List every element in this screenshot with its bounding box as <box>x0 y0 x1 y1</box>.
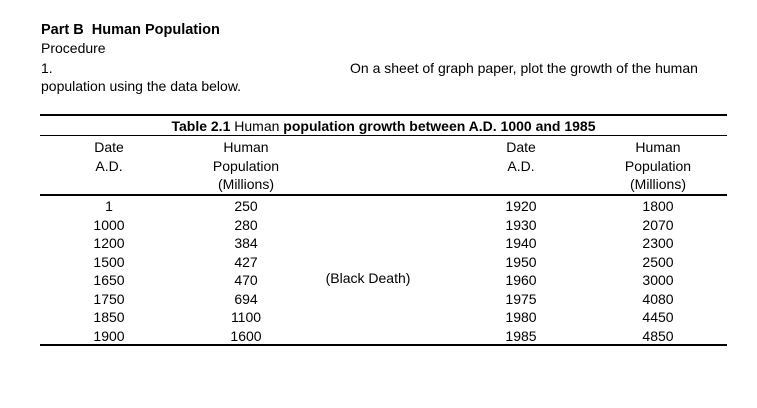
header-date-line: A.D. <box>95 157 123 174</box>
table-cell-date: 1750 <box>93 290 125 307</box>
header-population-line: (Millions) <box>218 176 274 192</box>
black-death-note: (Black Death) <box>325 270 411 286</box>
step-text-line-1: On a sheet of graph paper, plot the growth of the human <box>350 60 698 76</box>
table-top-rule <box>40 114 727 116</box>
table-bottom-rule <box>40 344 727 346</box>
header-population-line: (Millions) <box>630 176 686 192</box>
table-cell-population: 2070 <box>642 216 674 233</box>
header-rule <box>40 194 727 196</box>
table-cell-population: 1100 <box>230 309 262 325</box>
right-date-column <box>490 197 552 345</box>
table-cell-date: 1850 <box>93 309 125 325</box>
header-population-line: Population <box>212 157 280 174</box>
table-caption-bold: population growth between A.D. 1000 and 1985 <box>283 118 596 134</box>
table-cell-date: 1500 <box>93 253 125 270</box>
header-date-line: A.D. <box>507 157 535 174</box>
table-cell-date: 1 <box>105 198 113 214</box>
procedure-heading: Procedure <box>41 40 106 56</box>
section-title-text: Human Population <box>91 22 220 38</box>
table-cell-population: 384 <box>234 235 258 251</box>
table-cell-population: 2500 <box>642 253 674 270</box>
table-caption-label: Table 2.1 <box>171 118 231 134</box>
table-cell-date: 1200 <box>93 235 125 251</box>
table-cell-population: 280 <box>234 216 258 233</box>
table-cell-date: 1900 <box>93 327 125 344</box>
table-cell-population: 2300 <box>642 235 674 251</box>
table-cell-population: 1800 <box>642 198 674 214</box>
table-cell-date: 1985 <box>505 327 537 344</box>
table-cell-population: 1600 <box>230 327 262 344</box>
table-cell-population: 427 <box>234 253 258 270</box>
header-population-left <box>206 138 286 194</box>
header-date-line: Date <box>506 139 536 155</box>
left-population-column <box>206 197 286 345</box>
header-population-line: Human <box>223 139 269 155</box>
table-cell-population: 694 <box>234 290 258 307</box>
step-text-line-2: population using the data below. <box>41 78 242 94</box>
caption-rule <box>40 135 727 136</box>
header-date-right <box>490 138 552 175</box>
table-cell-date: 1975 <box>505 290 537 307</box>
header-date-left <box>79 138 139 175</box>
table-cell-population: 470 <box>234 272 258 288</box>
section-part-label: Part B <box>41 22 84 38</box>
table-cell-date: 1000 <box>93 216 125 233</box>
table-cell-date: 1980 <box>505 309 537 325</box>
header-population-line: Human <box>635 139 681 155</box>
right-population-column <box>618 197 698 345</box>
table-cell-date: 1950 <box>505 253 537 270</box>
table-cell-population: 4080 <box>642 290 674 307</box>
header-date-line: Date <box>94 139 124 155</box>
header-population-line: Population <box>624 157 692 174</box>
table-cell-population: 4450 <box>642 309 674 325</box>
table-cell-date: 1930 <box>505 216 537 233</box>
table-caption <box>40 118 727 134</box>
table-cell-date: 1650 <box>93 272 125 288</box>
header-population-right <box>618 138 698 194</box>
table-cell-date: 1960 <box>505 272 537 288</box>
table-cell-population: 3000 <box>642 272 674 288</box>
table-cell-date: 1940 <box>505 235 537 251</box>
table-cell-population: 4850 <box>642 327 674 344</box>
step-number: 1. <box>41 60 53 76</box>
section-title <box>41 22 220 38</box>
table-caption-plain: Human <box>234 118 280 134</box>
table-cell-population: 250 <box>234 198 258 214</box>
left-date-column <box>79 197 139 345</box>
table-cell-date: 1920 <box>505 198 537 214</box>
